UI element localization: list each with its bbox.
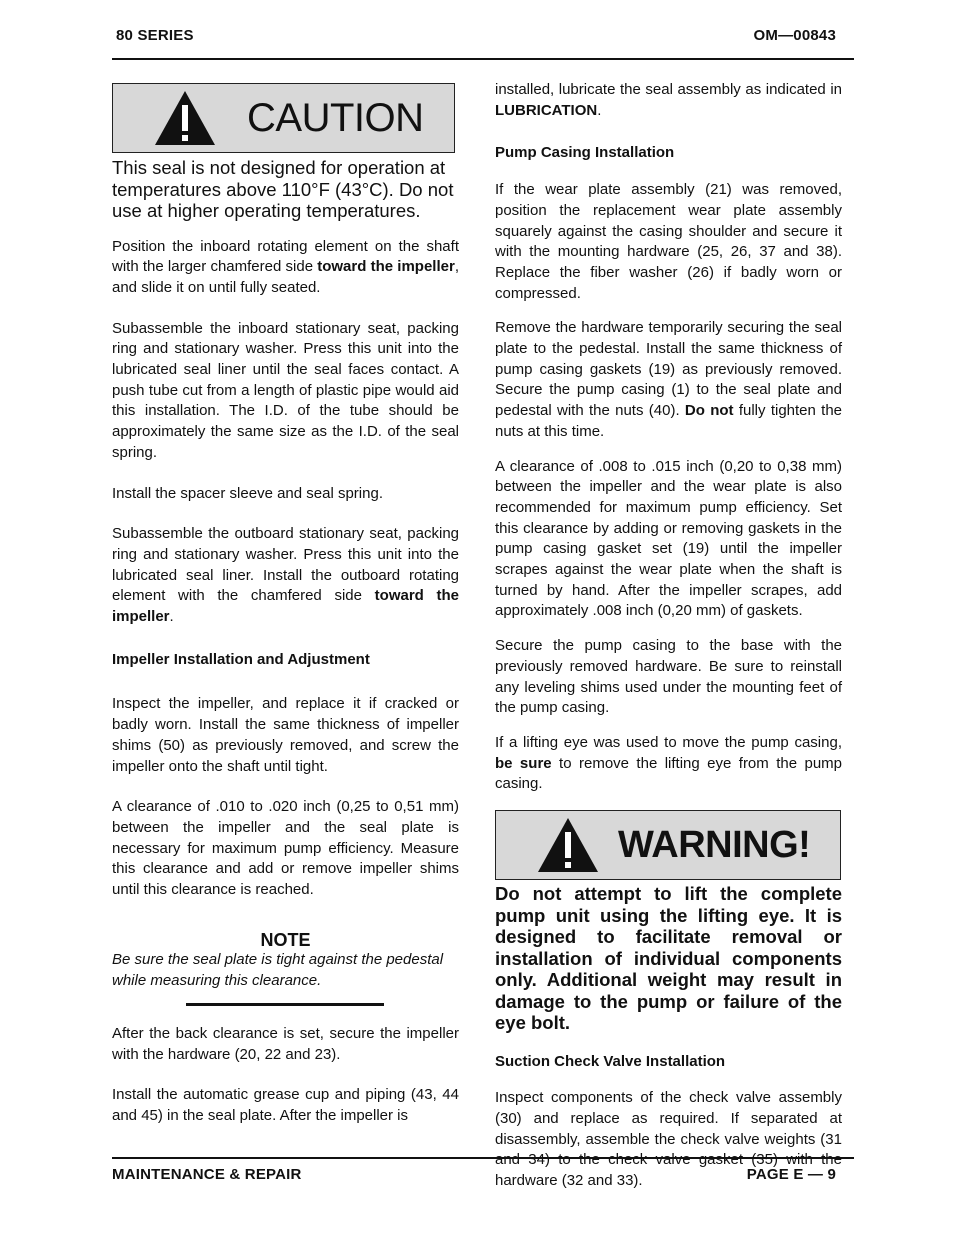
heading-suction-check-valve: Suction Check Valve Installation <box>495 1052 726 1070</box>
paragraph-grease-cup: Install the automatic grease cup and piping (43, 44 and 45) in the seal plate. After the impeller is <box>112 1086 459 1124</box>
paragraph-lifting-eye: If a lifting eye was used to move the pump casing, be sure to remove the lifting eye from the pump casing. <box>495 733 843 793</box>
paragraph-wear-plate: If the wear plate assembly (21) was removed, position the replacement wear plate assembly squarely against the casing shoulder and secure it with the mounting hardware (25, 26, 37 and 38). Replace the fiber washer (26) if badly worn or compressed. <box>495 181 842 302</box>
header-rule <box>112 58 854 60</box>
warning-triangle-icon <box>153 89 217 147</box>
caution-label: CAUTION <box>247 95 424 140</box>
paragraph-inboard-seat: Subassemble the inboard stationary seat, packing ring and stationary washer. Press this unit into the lubricated seal liner until the seal faces contact. A push tube cut from a length of plastic pipe would aid this installation. The I.D. of the tube should be approximately the same size as the I.D. of the seal spring. <box>112 319 459 461</box>
right-column <box>495 80 842 1192</box>
paragraph-lubricate-seal: installed, lubricate the seal assembly as indicated in LUBRICATION. <box>495 81 842 119</box>
note-text: Be sure the seal plate is tight against the pedestal while measuring this clearance. <box>112 951 444 990</box>
caution-text: This seal is not designed for operation at temperatures above 110°F (43°C). Do not use at higher operating temperatures. <box>112 157 454 221</box>
footer-section: MAINTENANCE & REPAIR <box>112 1166 302 1183</box>
paragraph-inspect-impeller: Inspect the impeller, and replace it if cracked or badly worn. Install the same thickness of impeller shims (50) as previously removed, and screw the impeller onto the shaft until tight. <box>112 695 459 775</box>
heading-pump-casing-installation: Pump Casing Installation <box>495 144 675 162</box>
warning-box <box>495 810 841 880</box>
header-series: 80 SERIES <box>116 27 194 44</box>
note-rule <box>186 1003 384 1006</box>
paragraph-outboard-seat: Subassemble the outboard stationary seat, packing ring and stationary washer. Press this unit into the lubricated seal liner. Install the outboard rotating element with the chamfered side toward the impeller. <box>112 525 459 626</box>
note-title: NOTE <box>260 929 311 950</box>
paragraph-impeller-clearance: A clearance of .010 to .020 inch (0,25 to 0,51 mm) between the impeller and the seal plate is necessary for maximum pump efficiency. Measure this clearance and add or remove impeller shims until this clearance is reached. <box>112 798 459 899</box>
warning-label: WARNING! <box>618 823 811 866</box>
footer-rule <box>112 1157 854 1159</box>
footer-page-number: PAGE E — 9 <box>746 1166 836 1183</box>
paragraph-rotating-element: Position the inboard rotating element on the shaft with the larger chamfered side toward the impeller, and slide it on until fully seated. <box>112 237 459 296</box>
paragraph-casing-gaskets: Remove the hardware temporarily securing the seal plate to the pedestal. Install the same thickness of pump casing gaskets (19) as previously removed. Secure the pump casing (1) to the seal plate and pedestal with the nuts (40). Do not fully tighten the nuts at this time. <box>495 319 842 440</box>
caution-box <box>112 83 455 153</box>
paragraph-check-valve: Inspect components of the check valve assembly (30) and replace as required. If separated at disassembly, assemble the check valve weights (31 and 34) to the check valve gasket (35) with the hardware (32 and 33). <box>495 1089 842 1190</box>
paragraph-wear-plate-clearance: A clearance of .008 to .015 inch (0,20 to 0,38 mm) between the impeller and the wear plate is also recommended for maximum pump efficiency. Set this clearance by adding or removing gaskets in the pump casing gasket set (19) until the impeller scrapes against the wear plate when the shaft is turned by hand. After the impeller scrapes, add approximately .008 inch (0,20 mm) of gaskets. <box>495 457 842 620</box>
warning-triangle-icon <box>536 816 600 874</box>
header-doc-number: OM—00843 <box>753 27 836 44</box>
paragraph-spacer-sleeve: Install the spacer sleeve and seal spring. <box>112 484 383 502</box>
paragraph-secure-impeller: After the back clearance is set, secure the impeller with the hardware (20, 22 and 23). <box>112 1024 459 1063</box>
heading-impeller-installation: Impeller Installation and Adjustment <box>112 650 370 668</box>
left-column <box>112 83 459 1127</box>
paragraph-secure-casing: Secure the pump casing to the base with the previously removed hardware. Be sure to reinstall any leveling shims used under the mounting feet of the pump casing. <box>495 637 842 717</box>
warning-text: Do not attempt to lift the complete pump unit using the lifting eye. It is designed to facilitate removal or installation of individual components only. Additional weight may result in damage to the pump or failure of the eye bolt. <box>495 883 842 1034</box>
